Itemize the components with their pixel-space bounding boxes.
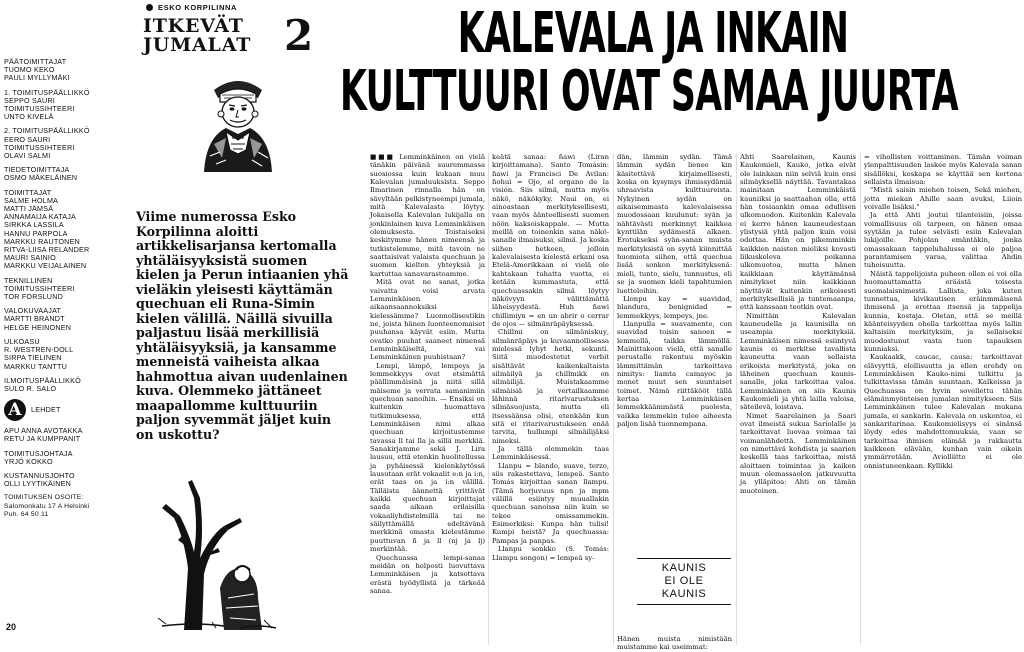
paragraph-text: Näistä tappelijoista puheen ollen ei voi olla huomauttamatta eräästä toisesta suomalaisnimestä. Lallista, joka kuten tunnettua, kivikautisen eräinmmäisenä ihmisenä ja erottaa itsensä ja tappelija kunnia, kostaja. Oletan, että se meillä käänteisyyden ohella tarkoittaa myös lallin kaltaisiin merkityksiin, ja sellaiseksi muodostunut vasta tuon tapauksen kunniaksi. <box>864 269 1022 353</box>
paragraph-text: keätä sanaa: ñawi (Liran kirjoittamana). Santo Tomásin: ñawi ja Francisci De Avilan: ñohui = Ojo, el organo de la visión. Siis silmä, mutta myös näkö, näkökyky. Naui on, ei ainoastaan merkityksellisesti, vaan myös äänteellisesti suomen nöön kaksoiskappale. — Mutta meillä on toinenkin sana näkö-sanalle ilmaisuksi, silmä. Ja koska siihen hetkeen, jolloin kalevalaisesta kielestä erkani osa Etelä-Amerikkaan ei vielä ole kahtakaan tuhatta vuotta, ei ketään kummastuta, että quechuassakin silmä löytyy näkövyyn välittämättä läheisyydestä. Huh ñawi chillimiyn = en un abrir o cerrar de ojos — silmänräpäyksessä. <box>492 153 609 328</box>
paragraph-text: Chillmi on silmäniskuу, silmänräpäys ja kuvaannollisessa mielessä lyhyt hetki, sekunti. Siitä muodostetut verbit sisältävät kaikenkaltaista silmäilyä ja chillmikk on silmäilijä. Muistakaamme silmäisiä ja vertailkaamme lähinnä ritarivarustuksen silmäsuojusta, mutta eli itsessäänsa olisi, etenkään kun sitä ei ritarivarustukseen enää tarvita, hullumpi silmäilijäksi nimeksi. <box>492 328 609 445</box>
staff-line: SIRPA TIELINEN <box>4 353 62 363</box>
staff-line: ILMOITUSPÄÄLLIKKÖ <box>4 375 81 385</box>
body-column-3-upper <box>617 153 732 551</box>
paragraph-text: Nimet Saarelainen ja Saari ovat ilmeistä sukua Sariolalle ja tarkoittavat luovaa voimaa tai voimanlähdettä. Lemminkäinen on nimettävä kohdista ja saarien keskellä taas tarkoittaa, mistä aloittaen toimintaa ja kaiken muun olemassaolon jatkuvuutta ja ylläpitoa: Ahti on tämän muotoinen. <box>740 411 856 495</box>
bullet-icon <box>146 4 153 11</box>
column-rule <box>488 153 489 645</box>
series-number: 2 <box>284 11 314 60</box>
staff-line: TOIMITUSSIHTEERI <box>4 142 75 152</box>
column-rule <box>860 153 861 645</box>
staff-line: OLAVI SALMI <box>4 151 51 161</box>
staff-line: HELGE HEINONEN <box>4 322 72 332</box>
paragraph <box>617 153 732 295</box>
paragraph <box>864 211 1022 269</box>
body-column-4 <box>740 153 856 643</box>
staff-line: UNTO KIVELÄ <box>4 112 54 122</box>
address-line: TOIMITUKSEN OSOITE: <box>4 494 84 502</box>
paragraph-text: Nimittäin Kalevalan kauneudella ja kaunisilla on useampia merkityksiä. Lemminkäisen nimessä esiintyvä kaunis ei merkitse tavallista kauneutta vaan sellaista erikoista merkitystä, joka on läheinen quechuan kaunis-sanalle, joka tarkoittaa valoa. Lemminkäinen on siis Kaunis Kaukomieli ja yhtä lailla valoisa, säteilevä, loistava. <box>740 311 856 412</box>
paragraph <box>864 270 1022 353</box>
paragraph <box>617 320 732 428</box>
subheading-line: KAUNIS <box>661 562 707 574</box>
paragraph-text: Ja että Ahti joutui tilanteisiin, joissa voimallisuus oli tarpeen, on hänen omaa syytään ja tulee selvästi esiin Kalevalan lukijoille. Pohjolan emäntäkin, jonka omassakaan tappeluhalussa ei ole paljoa parantamisen varaa, valittaa Ahdin tuhoisuutta. <box>864 211 1022 270</box>
staff-line: HANNU PARPOLA <box>4 228 68 238</box>
column-rule <box>736 153 737 645</box>
staff-line: MAURI SAINIO <box>4 253 56 263</box>
staff-line: TOIMITUSJOHTAJA <box>4 448 73 458</box>
series-author: ESKO KORPILINNA <box>146 3 237 12</box>
paragraph-text: dän, lämmin sydän. Tämä lämmin sydän lienee kin käsitettävä kirjaimellisesti, koska on kysymys ihmissydämiä uhraavista kulttuureista. Nykyinen sydän on aikaisemmasta kalevalaisessa muodossaan kuulunut: syän ja nähtävästi merkinnyt kaikkea kynttilän sydämestä alkaen. Erotukseksi syän-sanan muista merkityksistä on syytä kiinnittää huomiota siihen, että quechua lisää sonkon merkityksenä: mieli, tunto, sielu, tunnustus, eli se ja suomen kieli tapahtumien luetteloihin. <box>617 153 732 295</box>
paragraph <box>492 445 609 462</box>
staff-line: TOIMITUSSIHTEERI <box>4 283 75 293</box>
staff-line: 1. TOIMITUSPÄÄLLIKKÖ <box>4 87 90 97</box>
editorial-address <box>4 494 134 519</box>
staff-line: APU ANNA AVOTAKKA <box>4 426 83 436</box>
staff-block <box>4 338 134 371</box>
publisher-logo-row <box>4 399 134 421</box>
tree-illustration <box>154 478 278 630</box>
staff-line: MARKKU VEIJALAINEN <box>4 261 87 271</box>
staff-line: EERO SAURI <box>4 134 51 144</box>
staff-block <box>4 127 134 160</box>
staff-block <box>4 427 134 443</box>
staff-block <box>4 472 134 488</box>
body-column-1 <box>370 153 485 643</box>
portrait-illustration <box>196 68 280 172</box>
staff-block <box>4 166 134 182</box>
staff-line: SALME HOLMA <box>4 195 59 205</box>
staff-line: MARKKU TANTTU <box>4 361 68 371</box>
series-title: ITKEVÄT JUMALAT <box>143 15 252 56</box>
paragraph-text: Lempi, lämpö, lempeys ja lemmekkyys ovat etsimättä päällimmäisinä ja niitä sillä mäiseme ja verrata samanimiin quechuan sanoihin. — Ensiksi on kuitenkin huomattava tutkimuksessa, että Lemminkäisen nimi alkaa quechuan kirjoitustemme tavassa ll tai lla ja sillä merkkiä. Sanakirjamme sekä J. Lira lausuu, että etenkin huolitellussa ja pyhäisessä kielenkäytössä lausutaan erät vokaalit e:n ja i:n, erät taas on ja i:n välillä. Tälläista äännettä yrittävät kaikki quechuan kirjoittajat saada aikaan erilaisilla vokaaliyhdistelmillä tai ne säilyttämällä edeltävänä merkkinä omasta kielestämme puuttuvan ñ ja ll (nj ja lj) merkintää. <box>370 361 485 554</box>
address-line: Puh. 64 50 11 <box>4 510 49 518</box>
staff-line: TIEDETOIMITTAJA <box>4 165 70 175</box>
headline <box>340 1 959 124</box>
staff-line: TOR FORSLUND <box>4 292 63 302</box>
staff-line: RITVA-LIISA RELANDER <box>4 245 90 255</box>
staff-block <box>4 277 134 302</box>
paragraph <box>492 462 609 545</box>
staff-line: SEPPO SAURI <box>4 95 55 105</box>
paragraph <box>617 295 732 320</box>
publisher-name: LEHDET <box>31 405 61 414</box>
paragraph-text: Ja tällä olemmekin taas Lemminkäisessä. <box>492 445 609 462</box>
masthead-staff <box>4 58 134 519</box>
paragraph <box>370 362 485 554</box>
lead-paragraph: Viime numerossa Esko Korpilinna aloitti artikkelisarjansa kertomalla yhtäläisyyksistä suomen kielen ja Perun intiaanien yhä vieläkin yleisesti käyttämän quechuan eli Runa-Simin kielen välillä. Näillä sivuilla paljastuu lisää merkillisiä yhtäläisyyksiä, ja kansamme menneistä vaiheista alkaa hahmottua aivan uudenlainen kuva. Olemmeko jättäneet maapallomme kulttuuriin paljon syvemmät jäljet kuin on uskottu? <box>136 209 349 442</box>
paragraph-text: Llanpulla = suavamente, con suavidad toisin sanoen = lemmellä, taikka lämmöllä. Mainittakoon vielä, että sanalle perustalle rakentuu myöskin lämmittämän tarkoittava nimitys: liamta camayoc ja monet muut sen suuntaiset toimet. Nämä riittäkööt tällä kertaa Lemminkäisen lemmekkäämmästä puolesta, vaikka lemmekin tulee aiheesta paljon lisää tuonnempana. <box>617 319 732 428</box>
paragraph-text: Ahti Saarelainen, Kaunis Kaukomieli, Kauko, jotka eivät ole lainkaan niin selviä kuin ensi silmäyksellä näyttää. Tavantakaa mainitaan Lemminkäistä kauniiksi ja saattaahan olla, että hän tosiaankin omaa edullisen ulkomuodon. Kuitenkin Kalevala ei kerro hänen kauneudestaan ylistysiä yhtä paljon kuin voisi odottaa. Hän on pikemminkin kaikkien naisten mieliksi kovasti liikuskeleva poikanna ulkomuotoa, mutta hänen kaikkiaan käyttämänsä nimitykset niin kaikkiaan näyttävät kuitenkin erikoisesti merkityksellisiä ja tuntemaanpa, että kanssaan teotkin ovat. <box>740 153 856 312</box>
body-column-2 <box>492 153 609 643</box>
staff-line: R. WESTREN-DOLL <box>4 345 74 355</box>
paragraph <box>740 153 856 312</box>
staff-line: OSMO MÄKELÄINEN <box>4 173 78 183</box>
staff-line: MARKKU RAUTONEN <box>4 236 80 246</box>
staff-line: PÄÄTOIMITTAJAT <box>4 57 67 66</box>
paragraph-text: = vihollisten voittaminen. Tämän voiman ylenpalttisuuden laskee myös Kalevala sanan sisällöksi, koskapa se käyttää sen kertona sellaista ilmaisua: <box>864 153 1022 187</box>
paragraph-text: Llonpu kay = suavidad, blandura, benignidad = lemmekkyys, lempeys, jne. <box>617 294 732 320</box>
address-line: Salomonkatu 17 A Helsinki <box>4 502 90 510</box>
staff-line: ANNAMAIJA KATAJA <box>4 212 77 222</box>
paragraph <box>370 554 485 596</box>
paragraph <box>370 153 485 278</box>
paragraph <box>740 412 856 495</box>
paragraph <box>370 278 485 361</box>
body-column-3-lower: Hänen muista nimistään muistamme kai useimmat: <box>617 635 732 652</box>
staff-block <box>4 450 134 466</box>
body-column-5 <box>864 153 1022 643</box>
staff-block <box>4 189 134 271</box>
paragraph-text: Lemminkäinen on vielä tänäkin päivänä suuremmassa suosiossa kuin kukaan muu Kalevalan jumaluuksista. Seppo Ilmarinen rinnalla hän on sävyltään pelkistyneempi jumala, mitä Kalevalasta löytyy. Jokaisella Kalevalan lukijalla on jonkinlainen kuva Lemminkäisen olemuksesta. Toistaiseksi keskitymme hänen nimeensä ja tutkistelemme, mitä tavoin ne saattaisivat valaista quechuan ja suomen kielten yhteyksiä ja kartuttaa sanavarastoamme. <box>370 153 485 278</box>
staff-line: YRJÖ KOKKO <box>4 456 53 466</box>
paragraph <box>740 312 856 412</box>
staff-line: MATTI JÄMSÄ <box>4 204 54 214</box>
paragraph <box>492 153 609 328</box>
staff-line: 2. TOIMITUSPÄÄLLIKKÖ <box>4 126 90 136</box>
staff-line: ULKOASU <box>4 336 40 346</box>
paragraph-text: "Mistä saisin miehen toisen, Sekä miehen, jotta miekan Ahille saan avuksi, Liioin voivalle lisäksi." <box>864 186 1022 212</box>
paragraph-text: Llanpu sonkko (S. Tomás: Llampu songon) = lempeä sy- <box>492 545 609 562</box>
page-number: 20 <box>6 622 17 632</box>
staff-line: TEKNILLINEN <box>4 275 53 285</box>
paragraph <box>864 153 1022 186</box>
subheading <box>637 558 731 605</box>
staff-line: TOIMITTAJAT <box>4 187 52 197</box>
staff-line: MARTTI BRANDT <box>4 314 65 324</box>
staff-line: TOIMITUSSIHTEERI <box>4 104 75 114</box>
staff-line: SIRKKA LASSILA <box>4 220 64 230</box>
paragraph <box>864 353 1022 470</box>
staff-line: PAULI MYLLYMÄKI <box>4 73 70 83</box>
paragraph-text: Llanpu = blando, suave, terzo, siis rakastettava, lempeä. Santo Tomás kirjoittaa sanan llampu. (Tämä horjuvuus npn ja mpm välillä esiintyy muuallakin quechuan sanoissa niin kuin se tekee omissammekin. Esimerkiksi: Kunpa hän tulisi! Kumpi heistä? Ja quechuassa: Pampas ja panpas. <box>492 461 609 545</box>
staff-line: RETU JA KUMPPANIT <box>4 434 81 444</box>
publisher-logo: A <box>4 399 26 421</box>
staff-line: TUOMO KEKO <box>4 65 55 75</box>
staff-line: OLLI LYYTIKÄINEN <box>4 479 71 489</box>
paragraph <box>492 545 609 562</box>
paragraph-text: Mitä ovat ne sanat, jotka vaivatta voisi arvata Lemminkäisen aikaansaannoksiksi kielessämme? Luonnollisestikin ne, joista hänen luonteenomaiset puuhansa käyvät esiin. Mutta ovatko puuhat saaneet nimensä Lemminkäiseltä, vai Lemminkäinen puuhistaan? <box>370 278 485 362</box>
column-rule <box>613 153 614 645</box>
staff-line: KUSTANNUSJOHTO <box>4 470 75 480</box>
staff-block <box>4 58 134 83</box>
headline-line-1: KALEVALA JA INKAIN <box>457 1 849 66</box>
paragraph <box>864 186 1022 211</box>
section-marks: ■■■ <box>370 153 400 161</box>
staff-block <box>4 377 134 393</box>
paragraph-text: Kaukaakk, caucac, causa: tarkoittavat elävyyttä, elollisuutta ja ellen erehdy on Lemminkäisen Kauko-nimi tulkittu ja tulkittavissa tämän suuntaan. Kalkeissa ja Quechuassa on hyvin sovellettu tähän elämänmyönteisen jumalan nimitykseen. Siis Lemminkäinen tulee Kalevalan mukana jumala, ei sankarin. Kalevala on uskontoa, ei sankaritarinaa. Kaukomielisyys ei sinänsä löydy edes mahdottomuuksia, vaan se tarkoittaa ihmisen elämää ja rakkautta kaikkeen elävään, kunhan vain oikein ymmärretään. Aviolliitto ei ole onnistuneenkaan. Kyllikki <box>864 353 1022 470</box>
paragraph <box>492 328 609 445</box>
staff-line: SULO R. SALO <box>4 383 57 393</box>
subheading-line: EI OLE <box>664 575 704 587</box>
staff-line: VALOKUVAAJAT <box>4 306 62 316</box>
staff-block <box>4 89 134 122</box>
subheading-line: KAUNIS <box>661 588 707 600</box>
headline-line-2: KULTTUURI OVAT SAMAA JUURTA <box>340 59 959 124</box>
staff-block <box>4 307 134 332</box>
paragraph-text: Quechuassa lempi-sanaa meidän on helposti luovuttava Lemminkäisen ja katsottava erästä hyödyllistä ja tärkeää sanaa. <box>370 553 485 595</box>
